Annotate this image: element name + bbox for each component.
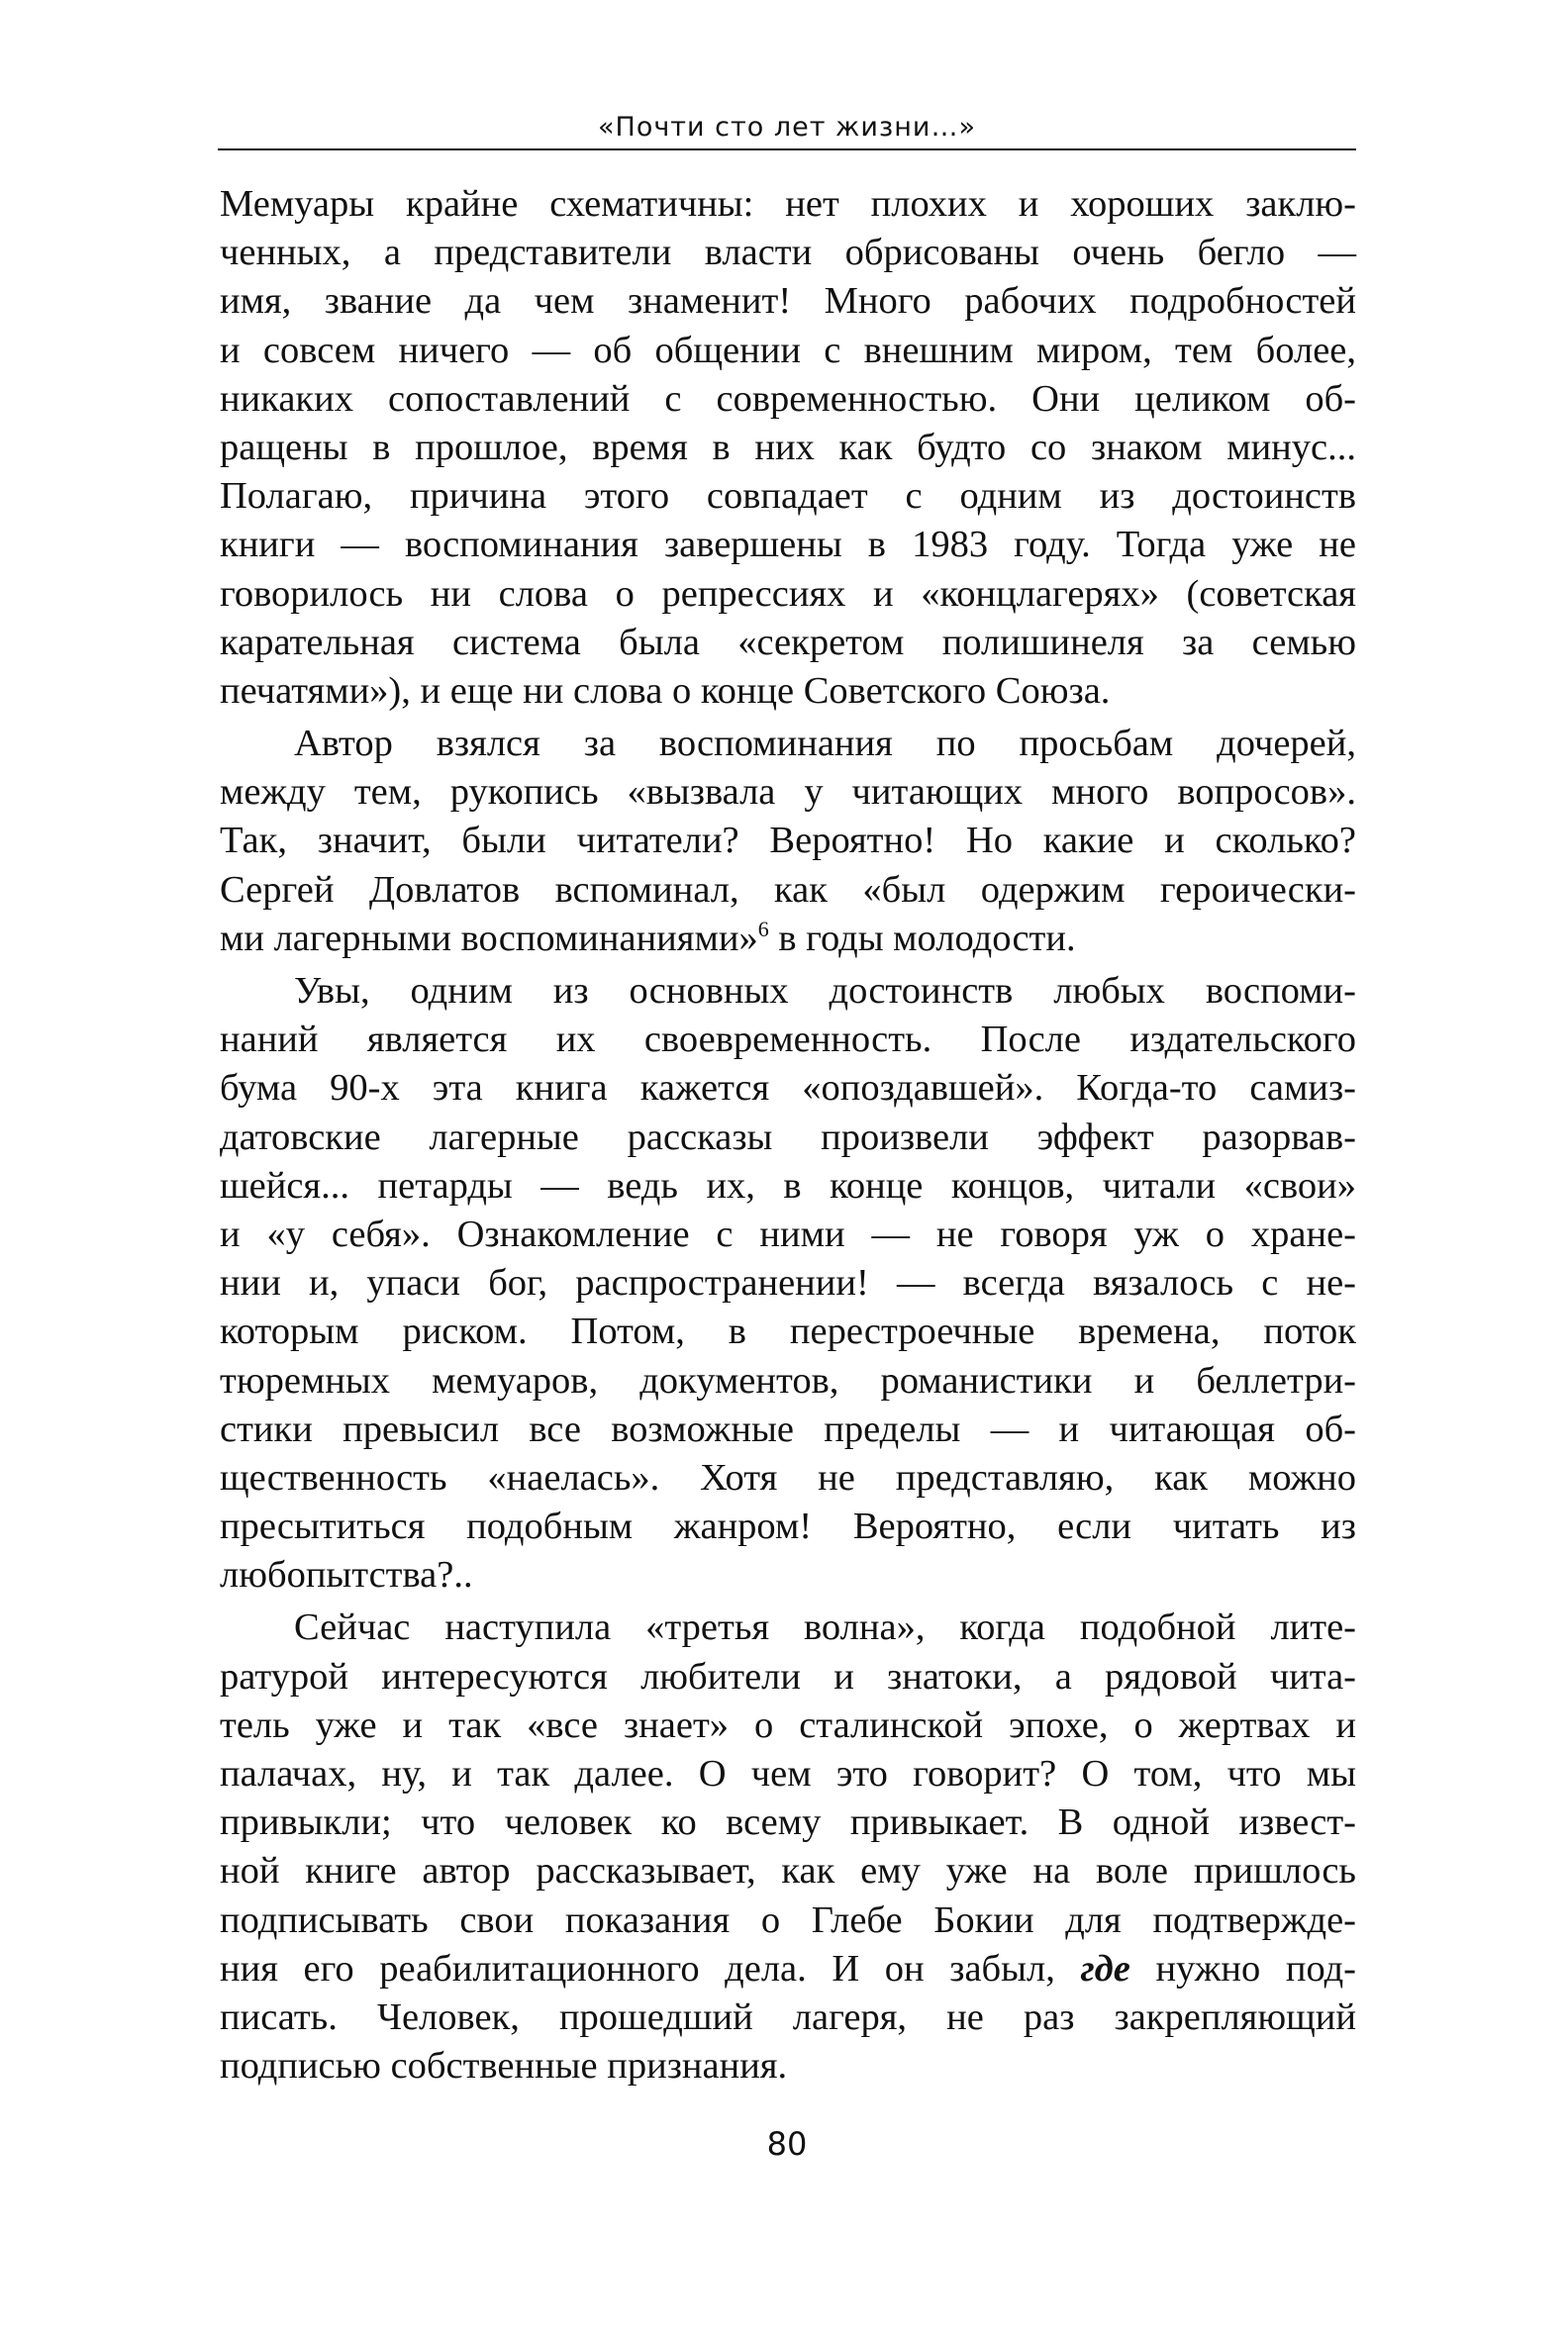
text-line: которым риском. Потом, в перестроечные времена, поток: [220, 1311, 1356, 1353]
footnote-marker: 6: [757, 916, 769, 941]
text-line: Автор взялся за воспоминания по просьбам дочерей,: [294, 723, 1356, 765]
emphasized-word: где: [1080, 1947, 1130, 1990]
text-line: нии и, упаси бог, распространении! — всегда вязалось с не-: [220, 1262, 1356, 1305]
paragraph-3: [220, 967, 1356, 1600]
line-text: ми лагерными воспоминаниями»: [220, 917, 758, 959]
text-line: пресытиться подобным жанром! Вероятно, если читать из: [220, 1506, 1356, 1548]
line-tail: в годы молодости.: [768, 917, 1076, 959]
line-tail: нужно под-: [1129, 1947, 1356, 1990]
text-line: тюремных мемуаров, документов, романистики и беллетри-: [220, 1359, 1356, 1402]
text-line: датовские лагерные рассказы произвели эффект разорвав-: [220, 1116, 1356, 1158]
text-line: Полагаю, причина этого совпадает с одним из достоинств: [220, 475, 1356, 518]
text-line: Сергей Довлатов вспоминал, как «был одержим героически-: [220, 868, 1356, 911]
text-line: никаких сопоставлений с современностью. Они целиком об-: [220, 377, 1356, 420]
text-line: говорилось ни слова о репрессиях и «концлагерях» (советская: [220, 572, 1356, 615]
text-line: карательная система была «секретом полишинеля за семью: [220, 621, 1356, 663]
text-line: ратурой интересуются любители и знатоки, а рядовой чита-: [220, 1655, 1356, 1698]
text-line: стики превысил все возможные пределы — и читающая об-: [220, 1408, 1356, 1450]
text-line: и «у себя». Ознакомление с ними — не говоря уж о хране-: [220, 1213, 1356, 1255]
text-line: печатями»), и еще ни слова о конце Советского Союза.: [220, 669, 1111, 712]
text-line: любопытства?..: [220, 1554, 473, 1597]
text-line: палачах, ну, и так далее. О чем это говорит? О том, что мы: [220, 1753, 1356, 1795]
text-line: шейся... петарды — ведь их, в конце концов, читали «свои»: [220, 1164, 1356, 1207]
text-line: ной книге автор рассказывает, как ему уже на воле пришлось: [220, 1850, 1356, 1893]
line-text: ния его реабилитационного дела. И он забыл,: [220, 1947, 1081, 1990]
paragraph-2: [220, 720, 1356, 963]
text-line: Мемуары крайне схематичны: нет плохих и хороших заклю-: [220, 183, 1356, 225]
body-text: [220, 180, 1356, 2091]
header-rule: [218, 148, 1356, 150]
text-line: между тем, рукопись «вызвала у читающих много вопросов».: [220, 771, 1356, 814]
text-line: Так, значит, были читатели? Вероятно! Но какие и сколько?: [220, 820, 1356, 862]
text-line-with-emphasis: [220, 1945, 1356, 1994]
text-line-with-footnote: [220, 915, 1356, 963]
text-line: ращены в прошлое, время в них как будто со знаком минус...: [220, 426, 1356, 468]
text-line: книги — воспоминания завершены в 1983 году. Тогда уже не: [220, 524, 1356, 566]
text-line: наний является их своевременность. После издательского: [220, 1019, 1356, 1061]
text-line: подписью собственные признания.: [220, 2045, 788, 2088]
paragraph-4: [220, 1604, 1356, 2091]
paragraph-1: [220, 180, 1356, 716]
running-header: «Почти сто лет жизни…»: [598, 112, 976, 143]
text-line: и совсем ничего — об общении с внешним миром, тем более,: [220, 329, 1356, 371]
text-line: привыкли; что человек ко всему привыкает. В одной извест-: [220, 1801, 1356, 1844]
text-line: подписывать свои показания о Глебе Бокии для подтвержде-: [220, 1898, 1356, 1941]
text-line: щественность «наелась». Хотя не представляю, как можно: [220, 1456, 1356, 1499]
text-line: бума 90-х эта книга кажется «опоздавшей». Когда-то самиз-: [220, 1067, 1356, 1110]
text-line: Сейчас наступила «третья волна», когда подобной лите-: [294, 1606, 1356, 1649]
text-line: ченных, а представители власти обрисованы очень бегло —: [220, 232, 1356, 274]
page-number: 80: [766, 2125, 808, 2163]
text-line: имя, звание да чем знаменит! Много рабочих подробностей: [220, 280, 1356, 323]
text-line: Увы, одним из основных достоинств любых воспоми-: [294, 970, 1356, 1012]
text-line: писать. Человек, прошедший лагеря, не раз закрепляющий: [220, 1995, 1356, 2038]
text-line: тель уже и так «все знает» о сталинской эпохе, о жертвах и: [220, 1703, 1356, 1746]
